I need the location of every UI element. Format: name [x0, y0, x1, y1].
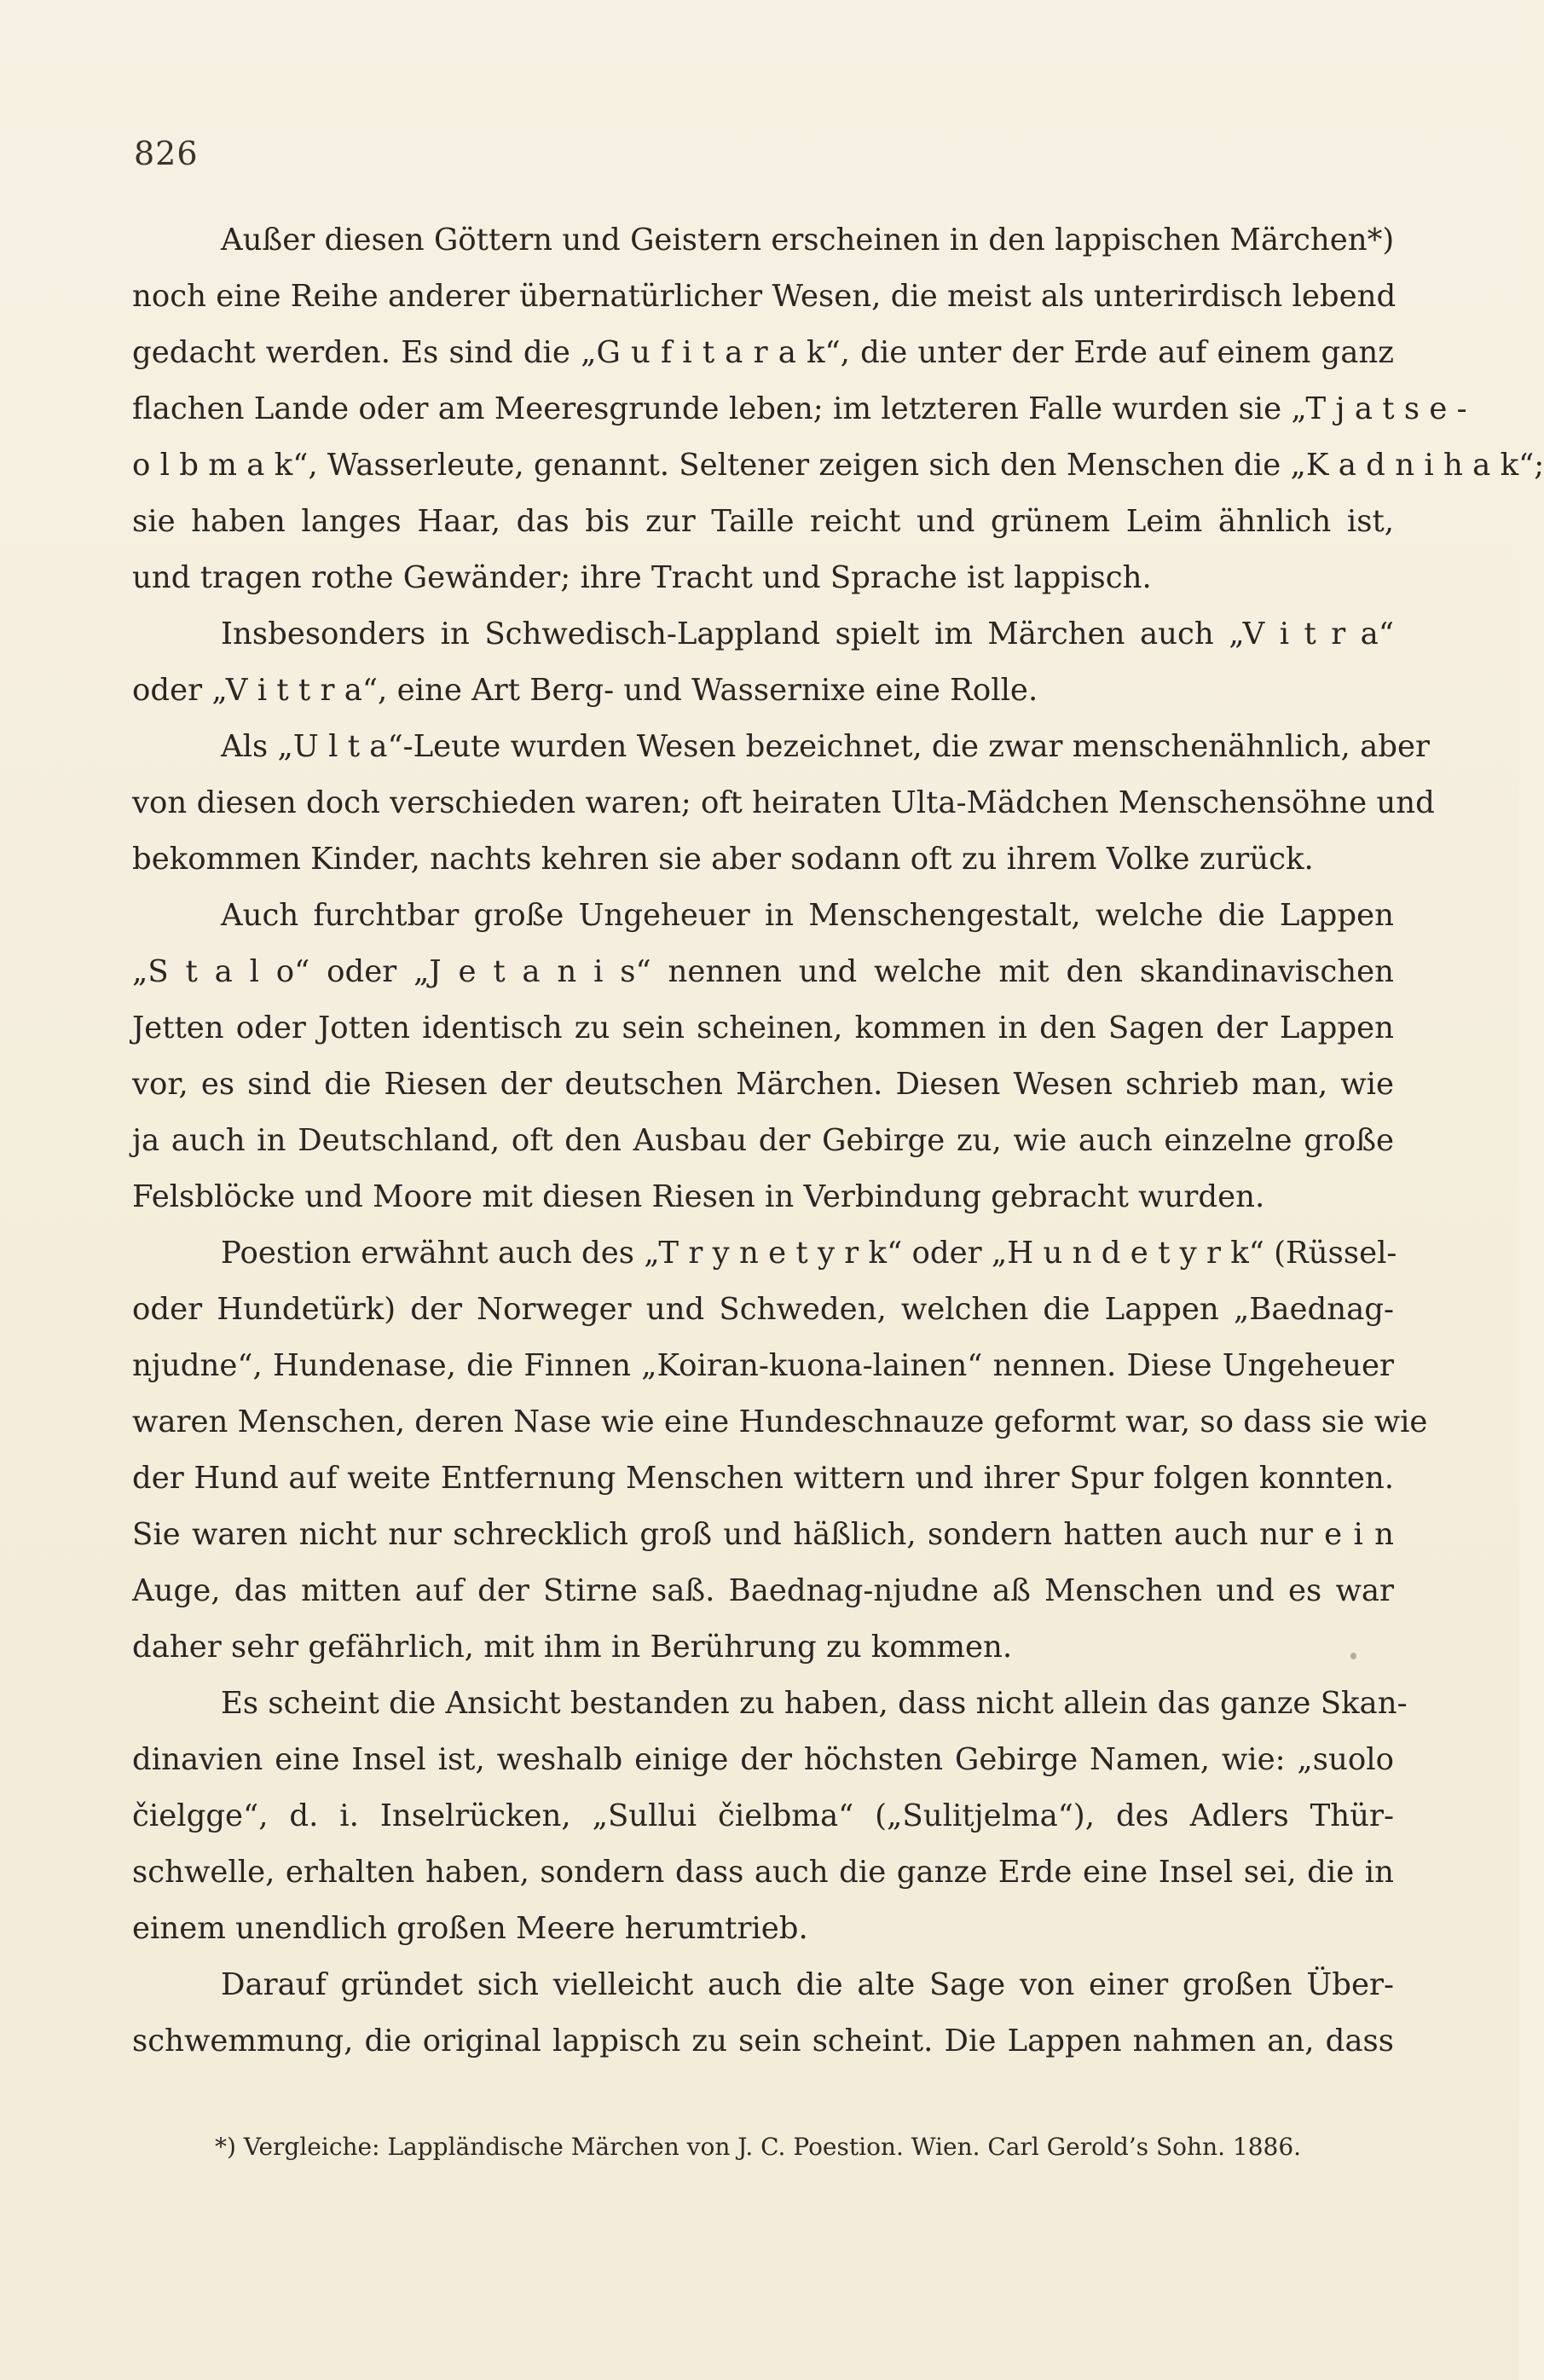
- text-line: Insbesonders in Schwedisch-Lappland spielt im Märchen auch „V i t r a“: [221, 617, 1394, 651]
- text-line: noch eine Reihe anderer übernatürlicher Wesen, die meist als unterirdisch lebend: [132, 279, 1397, 314]
- text-line: čielgge“, d. i. Inselrücken, „Sullui čielbma“ („Sulitjelma“), des Adlers Thür-: [132, 1798, 1394, 1833]
- text-line: Jetten oder Jotten identisch zu sein scheinen, kommen in den Sagen der Lappen: [132, 1010, 1394, 1045]
- text-line: sie haben langes Haar, das bis zur Taille reicht und grünem Leim ähnlich ist,: [132, 504, 1394, 539]
- text-line: Als „U l t a“-Leute wurden Wesen bezeichnet, die zwar menschenähnlich, aber: [221, 729, 1430, 764]
- page-number: 826: [134, 135, 199, 172]
- text-line: einem unendlich großen Meere herumtrieb.: [132, 1911, 808, 1946]
- text-line: Sie waren nicht nur schrecklich groß und häßlich, sondern hatten auch nur e i n: [132, 1517, 1394, 1552]
- text-line: ja auch in Deutschland, oft den Ausbau der Gebirge zu, wie auch einzelne große: [132, 1123, 1394, 1158]
- text-line: „S t a l o“ oder „J e t a n i s“ nennen und welche mit den skandinavischen: [132, 954, 1394, 989]
- text-line: oder „V i t t r a“, eine Art Berg- und Wassernixe eine Rolle.: [132, 673, 1038, 708]
- text-line: und tragen rothe Gewänder; ihre Tracht und Sprache ist lappisch.: [132, 560, 1152, 595]
- text-line: Es scheint die Ansicht bestanden zu haben, dass nicht allein das ganze Skan-: [221, 1686, 1408, 1721]
- text-line: Auch furchtbar große Ungeheuer in Menschengestalt, welche die Lappen: [221, 898, 1394, 933]
- text-line: Poestion erwähnt auch des „T r y n e t y r k“ oder „H u n d e t y r k“ (Rüssel-: [221, 1236, 1397, 1271]
- text-line: Außer diesen Göttern und Geistern erscheinen in den lappischen Märchen*): [221, 223, 1395, 258]
- text-line: Auge, das mitten auf der Stirne saß. Baednag-njudne aß Menschen und es war: [132, 1573, 1394, 1608]
- text-line: schwemmung, die original lappisch zu sein scheint. Die Lappen nahmen an, dass: [132, 2024, 1394, 2059]
- text-line: o l b m a k“, Wasserleute, genannt. Seltener zeigen sich den Menschen die „K a d n i h a k“;: [132, 448, 1544, 483]
- footnote: *) Vergleiche: Lappländische Märchen von J. C. Poestion. Wien. Carl Gerold’s Sohn. 1886.: [215, 2133, 1302, 2161]
- text-line: gedacht werden. Es sind die „G u f i t a r a k“, die unter der Erde auf einem ganz: [132, 335, 1394, 370]
- text-line: oder Hundetürk) der Norweger und Schweden, welchen die Lappen „Baednag-: [132, 1292, 1394, 1327]
- text-line: waren Menschen, deren Nase wie eine Hundeschnauze geformt war, so dass sie wie: [132, 1404, 1428, 1439]
- paper-speck: [1350, 1653, 1356, 1659]
- text-line: dinavien eine Insel ist, weshalb einige der höchsten Gebirge Namen, wie: „suolo: [132, 1742, 1394, 1777]
- text-line: njudne“, Hundenase, die Finnen „Koiran-kuona-lainen“ nennen. Diese Ungeheuer: [132, 1348, 1394, 1383]
- text-line: Felsblöcke und Moore mit diesen Riesen in Verbindung gebracht wurden.: [132, 1179, 1265, 1214]
- text-line: daher sehr gefährlich, mit ihm in Berührung zu kommen.: [132, 1630, 1013, 1665]
- text-line: der Hund auf weite Entfernung Menschen wittern und ihrer Spur folgen konnten.: [132, 1461, 1394, 1496]
- text-line: vor, es sind die Riesen der deutschen Märchen. Diesen Wesen schrieb man, wie: [132, 1067, 1394, 1102]
- text-line: Darauf gründet sich vielleicht auch die alte Sage von einer großen Über-: [221, 1967, 1394, 2002]
- text-line: schwelle, erhalten haben, sondern dass auch die ganze Erde eine Insel sei, die in: [132, 1855, 1394, 1890]
- text-line: bekommen Kinder, nachts kehren sie aber sodann oft zu ihrem Volke zurück.: [132, 842, 1314, 877]
- text-line: flachen Lande oder am Meeresgrunde leben; im letzteren Falle wurden sie „T j a t s e -: [132, 391, 1467, 426]
- text-line: von diesen doch verschieden waren; oft heiraten Ulta-Mädchen Menschensöhne und: [132, 785, 1435, 820]
